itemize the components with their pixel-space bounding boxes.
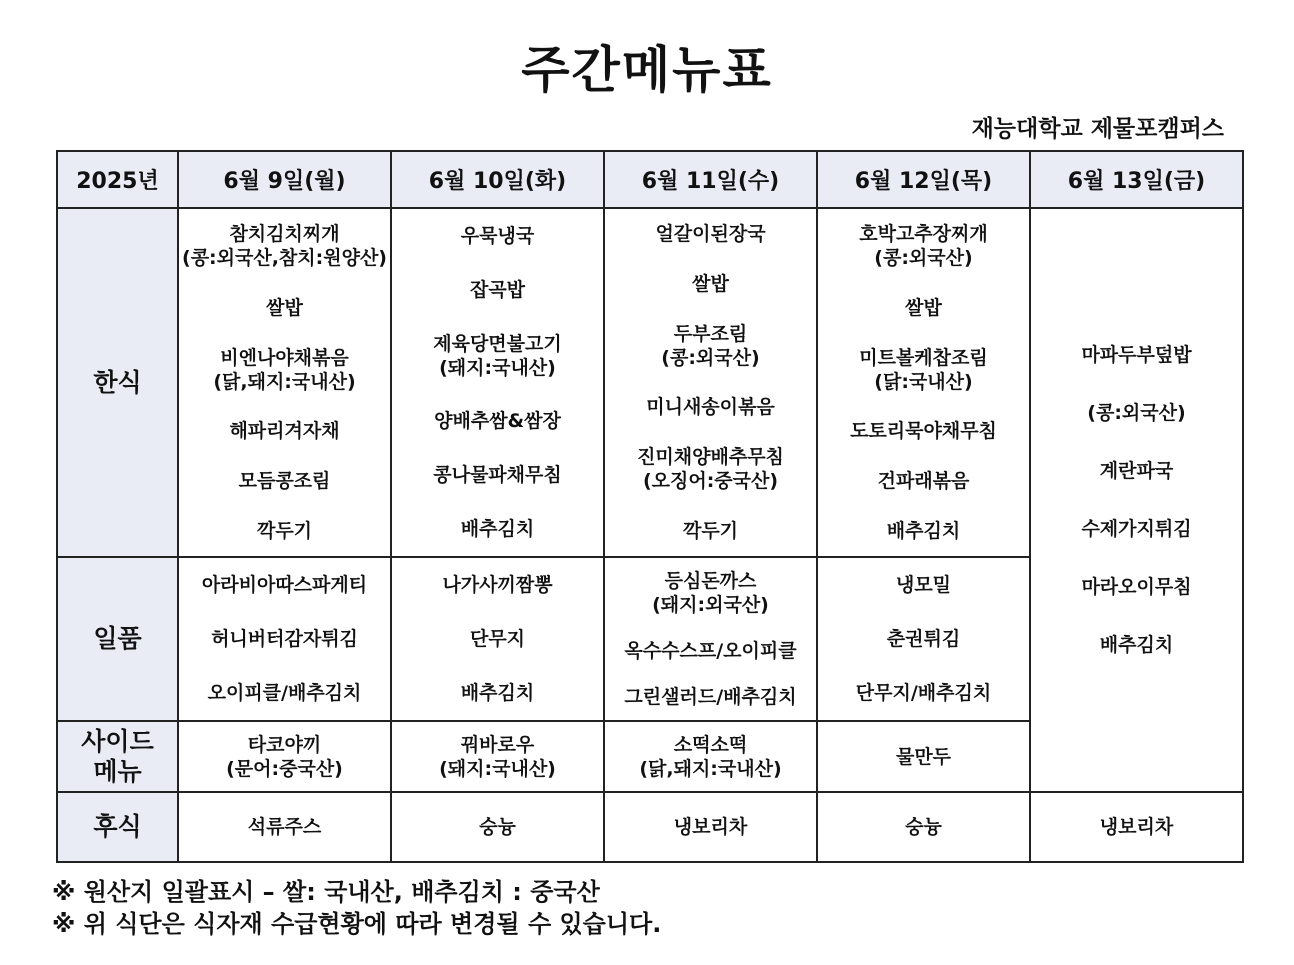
menu-item-list <box>392 558 603 720</box>
menu-item: 모듬콩조림 <box>238 470 331 493</box>
day-header: 6월 10일(화) <box>391 151 604 208</box>
menu-item: 꿔바로우 (돼지:국내산) <box>439 733 556 780</box>
menu-item-list <box>179 558 390 720</box>
menu-item-list <box>179 209 390 556</box>
menu-item: 타코야끼 (문어:중국산) <box>226 733 343 780</box>
ilpum-cell <box>178 557 391 721</box>
menu-item: 깍두기 <box>682 520 739 543</box>
category-dessert: 후식 <box>57 792 178 862</box>
side-cell <box>817 721 1030 792</box>
menu-item: 옥수수스프/오이피클 <box>624 640 797 662</box>
ilpum-cell <box>391 557 604 721</box>
menu-item: 그린샐러드/배추김치 <box>624 686 797 708</box>
ilpum-cell <box>604 557 817 721</box>
dessert-cell: 냉보리차 <box>604 792 817 862</box>
hansik-cell <box>604 208 817 557</box>
ilpum-cell <box>817 557 1030 721</box>
menu-item: 등심돈까스 (돼지:외국산) <box>652 570 769 616</box>
dessert-cell: 숭늉 <box>817 792 1030 862</box>
hansik-cell <box>391 208 604 557</box>
menu-item: 배추김치 <box>460 518 535 541</box>
menu-item: 나가사끼짬뽕 <box>442 574 553 596</box>
menu-item: 아라비아따스파게티 <box>201 574 368 596</box>
notes <box>52 876 661 940</box>
menu-item: 배추김치 <box>460 682 535 704</box>
year-cell: 2025년 <box>57 151 178 208</box>
dessert-cell: 석류주스 <box>178 792 391 862</box>
menu-item: 참치김치찌개 (콩:외국산,참치:원양산) <box>182 222 387 269</box>
menu-item-list <box>392 209 603 556</box>
day-header: 6월 12일(목) <box>817 151 1030 208</box>
menu-item: 콩나물파채무침 <box>433 464 562 487</box>
menu-item: 춘권튀김 <box>886 628 961 650</box>
menu-item: 건파래볶음 <box>877 470 970 493</box>
menu-item: 소떡소떡 (닭,돼지:국내산) <box>639 733 782 780</box>
origin-note: ※ 원산지 일괄표시 – 쌀: 국내산, 배추김치 : 중국산 <box>52 878 600 906</box>
menu-item: 단무지/배추김치 <box>855 682 992 704</box>
menu-item: 쌀밥 <box>905 296 942 319</box>
change-note: ※ 위 식단은 식자재 수급현황에 따라 변경될 수 있습니다. <box>52 910 662 938</box>
menu-item: 마라오이무침 <box>1081 576 1192 598</box>
menu-item: 호박고추장찌개 (콩:외국산) <box>859 222 988 269</box>
menu-item: 도토리묵야채무침 <box>850 420 997 443</box>
menu-item-list <box>818 209 1029 556</box>
menu-item-list <box>605 558 816 720</box>
dessert-cell: 숭늉 <box>391 792 604 862</box>
campus-name: 재능대학교 제물포캠퍼스 <box>971 116 1224 142</box>
menu-item: 미트볼케찹조림 (닭:국내산) <box>859 346 988 393</box>
friday-menu-cell <box>1030 208 1243 792</box>
category-side <box>57 721 178 792</box>
menu-item-list <box>605 209 816 556</box>
menu-item: 계란파국 <box>1099 460 1174 482</box>
hansik-cell <box>817 208 1030 557</box>
menu-item: 진미채양배추무침 (오징어:중국산) <box>637 446 784 493</box>
menu-item: 오이피클/배추김치 <box>207 682 362 704</box>
menu-item: (콩:외국산) <box>1087 402 1186 424</box>
day-header: 6월 9일(월) <box>178 151 391 208</box>
menu-item: 미니새송이볶음 <box>646 396 775 419</box>
hansik-row <box>57 208 1243 557</box>
page-title: 주간메뉴표 <box>521 41 773 99</box>
menu-item: 두부조림 (콩:외국산) <box>661 322 760 369</box>
header-row <box>57 151 1243 208</box>
menu-item: 배추김치 <box>886 520 961 543</box>
menu-item: 쌀밥 <box>692 272 729 295</box>
menu-item: 냉모밀 <box>895 574 952 596</box>
menu-item: 해파리겨자채 <box>229 420 340 443</box>
friday-menu-list <box>1031 343 1242 657</box>
category-side-label: 사이드메뉴 <box>81 726 154 786</box>
menu-item: 마파두부덮밥 <box>1081 344 1192 366</box>
side-cell <box>604 721 817 792</box>
side-cell <box>178 721 391 792</box>
menu-item: 수제가지튀김 <box>1081 518 1192 540</box>
weekly-menu-table <box>56 150 1244 863</box>
day-header: 6월 11일(수) <box>604 151 817 208</box>
dessert-cell: 냉보리차 <box>1030 792 1243 862</box>
category-hansik: 한식 <box>57 208 178 557</box>
menu-item: 물만두 <box>895 745 952 768</box>
menu-item: 배추김치 <box>1099 634 1174 656</box>
hansik-cell <box>178 208 391 557</box>
menu-item: 단무지 <box>469 628 526 650</box>
menu-item: 얼갈이된장국 <box>655 222 766 245</box>
side-cell <box>391 721 604 792</box>
menu-item: 쌀밥 <box>266 296 303 319</box>
menu-item-list <box>818 558 1029 720</box>
category-ilpum: 일품 <box>57 557 178 721</box>
menu-item: 우묵냉국 <box>460 224 535 247</box>
dessert-row <box>57 792 1243 862</box>
menu-item: 비엔나야채볶음 (닭,돼지:국내산) <box>213 346 356 393</box>
menu-item: 깍두기 <box>256 520 313 543</box>
menu-item: 양배추쌈&쌈장 <box>434 410 561 433</box>
menu-item: 허니버터감자튀김 <box>211 628 358 650</box>
day-header: 6월 13일(금) <box>1030 151 1243 208</box>
menu-item: 제육당면불고기 (돼지:국내산) <box>433 332 562 379</box>
menu-item: 잡곡밥 <box>469 278 526 301</box>
